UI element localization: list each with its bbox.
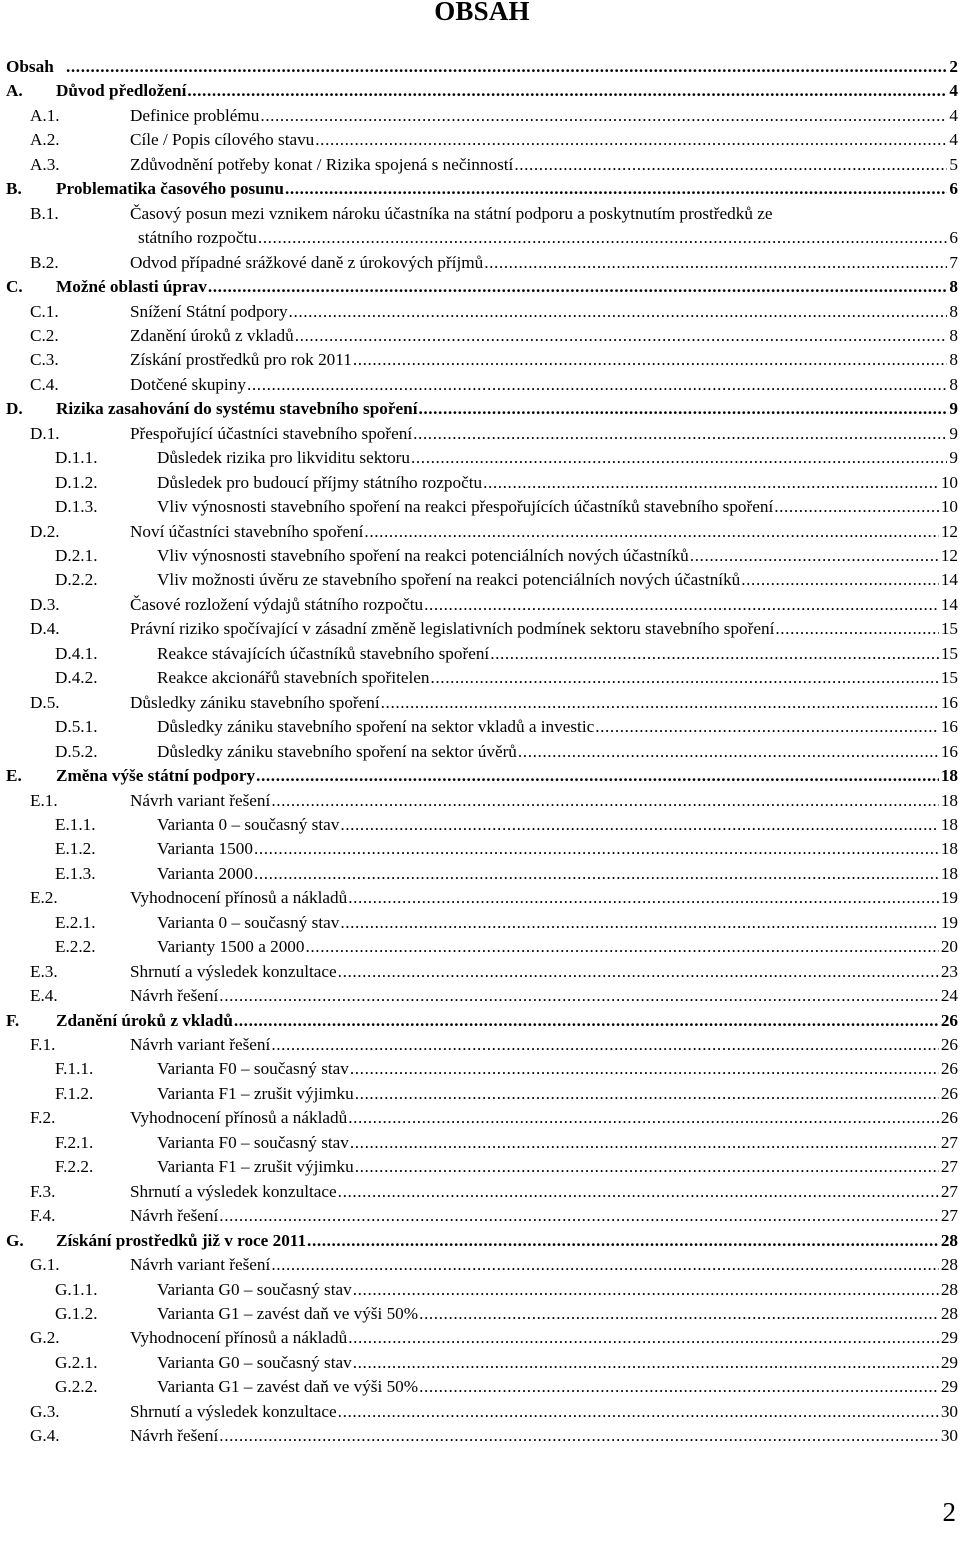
toc-leader-dots <box>340 911 938 935</box>
toc-entry-title: Důsledky zániku stavebního spoření na sektor vkladů a investic <box>157 717 595 737</box>
toc-entry-page: 6 <box>949 179 958 199</box>
toc-leader-dots <box>353 1278 939 1302</box>
toc-entry-title: Dotčené skupiny <box>130 374 246 394</box>
toc-entry-number: F. <box>6 1010 20 1030</box>
toc-entry-number: D.5.2. <box>55 741 98 761</box>
toc-entry-page: 29 <box>940 1328 958 1348</box>
toc-entry-page: 15 <box>940 643 958 663</box>
toc-leader-dots <box>350 1057 939 1081</box>
toc-leader-dots <box>595 715 939 739</box>
toc-entry-page: 12 <box>940 521 958 541</box>
toc-entry-number: F.2.1. <box>55 1132 94 1152</box>
toc-entry-page: 28 <box>940 1303 958 1323</box>
toc-entry-page: 26 <box>940 1108 958 1128</box>
toc-entry[interactable] <box>0 1057 960 1081</box>
toc-entry-page: 4 <box>949 105 958 125</box>
toc-leader-dots <box>258 226 948 250</box>
toc-entry-page: 27 <box>940 1206 958 1226</box>
toc-entry[interactable] <box>0 300 960 324</box>
toc-entry[interactable] <box>0 789 960 813</box>
toc-entry[interactable] <box>0 1326 960 1350</box>
toc-entry[interactable] <box>0 691 960 715</box>
toc-entry[interactable] <box>0 177 960 201</box>
toc-leader-dots <box>307 1229 939 1253</box>
toc-leader-dots <box>271 1253 939 1277</box>
toc-leader-dots <box>234 1009 939 1033</box>
toc-entry-title: Zdanění úroků z vkladů <box>130 325 294 345</box>
toc-entry-number: D.2.1. <box>55 546 98 565</box>
page-title: OBSAH <box>434 0 530 26</box>
toc-entry-number: G.2. <box>30 1328 60 1348</box>
toc-entry-title: Varianta G0 – současný stav <box>157 1279 352 1299</box>
toc-leader-dots <box>289 300 948 324</box>
toc-entry-title: Rizika zasahování do systému stavebního spoření <box>56 399 418 419</box>
toc-entry-number: E.2.1. <box>55 912 96 932</box>
toc-entry-number: F.4. <box>30 1206 56 1226</box>
toc-entry-number: A.3. <box>30 154 60 174</box>
toc-entry[interactable] <box>0 1351 960 1375</box>
toc-entry-page: 29 <box>940 1377 958 1397</box>
toc-entry-number: B. <box>6 179 22 199</box>
toc-entry-number: F.1.2. <box>55 1083 94 1103</box>
toc-leader-dots <box>315 128 947 152</box>
toc-entry[interactable] <box>0 324 960 348</box>
toc-entry[interactable] <box>0 666 960 690</box>
toc-entry[interactable] <box>0 348 960 372</box>
toc-entry-title: Návrh variant řešení <box>130 1255 271 1275</box>
toc-entry[interactable] <box>0 642 960 666</box>
toc-entry-number: F.1.1. <box>55 1059 94 1079</box>
toc-entry-title: Vliv výnosnosti stavebního spoření na reakci přespořujících účastníků stavebního spoření <box>157 497 774 517</box>
toc-entry-title: Problematika časového posunu <box>56 179 284 199</box>
toc-leader-dots <box>418 397 947 421</box>
toc-entry-number: B.2. <box>30 252 59 272</box>
toc-entry[interactable] <box>0 1204 960 1228</box>
toc-entry-title: Varianta F1 – zrušit výjimku <box>157 1157 354 1177</box>
toc-entry-number: D.5. <box>30 692 60 712</box>
toc-entry-number: C. <box>6 277 23 297</box>
toc-entry-page: 28 <box>940 1230 958 1250</box>
toc-entry-page: 18 <box>940 839 958 859</box>
toc-entry-title: Právní riziko spočívající v zásadní změně legislativních podmínek sektoru stavebního spoření <box>130 619 775 639</box>
toc-leader-dots <box>247 373 947 397</box>
toc-entry-number: C.4. <box>30 374 59 394</box>
toc-entry-number: E.1. <box>30 790 58 810</box>
toc-entry[interactable] <box>0 1375 960 1399</box>
toc-entry[interactable] <box>0 1253 960 1277</box>
toc-entry-page: 23 <box>940 961 958 981</box>
toc-leader-dots <box>208 275 948 299</box>
toc-leader-dots <box>490 642 939 666</box>
toc-entry-title: Varianta G1 – zavést daň ve výši 50% <box>157 1377 419 1397</box>
toc-leader-dots <box>338 1400 939 1424</box>
toc-entry[interactable] <box>0 471 960 495</box>
toc-entry-page: 29 <box>940 1352 958 1372</box>
toc-entry-title: Návrh řešení <box>130 1206 219 1226</box>
toc-entry[interactable] <box>0 911 960 935</box>
toc-entry-page: 26 <box>940 1059 958 1079</box>
toc-leader-dots <box>187 79 947 103</box>
toc-entry[interactable] <box>0 593 960 617</box>
toc-entry-page: 8 <box>949 374 958 394</box>
toc-leader-dots <box>338 1180 939 1204</box>
toc-leader-dots <box>381 691 939 715</box>
toc-entry[interactable] <box>0 275 960 299</box>
toc-entry-page: 18 <box>940 863 958 883</box>
toc-entry-title: Důsledky zániku stavebního spoření <box>130 692 380 712</box>
toc-entry-number: E.2.2. <box>55 937 96 957</box>
toc-entry[interactable] <box>0 373 960 397</box>
toc-entry-number: C.2. <box>30 325 59 345</box>
toc-entry-title: Varianta F1 – zrušit výjimku <box>157 1083 354 1103</box>
toc-entry-title: Varianta 2000 <box>157 863 253 883</box>
toc-entry-title: Shrnutí a výsledek konzultace <box>130 961 337 981</box>
toc-entry-number: D.1.2. <box>55 472 98 492</box>
toc-leader-dots <box>775 617 938 641</box>
toc-entry-page: 10 <box>940 472 958 492</box>
toc-leader-dots <box>419 1302 939 1326</box>
toc-entry-page: 8 <box>949 350 958 370</box>
page-number: 2 <box>942 1497 956 1527</box>
toc-entry-title: Důvod předložení <box>56 81 187 101</box>
toc-entry-title: Reakce stávajících účastníků stavebního spoření <box>157 643 490 663</box>
toc-entry-page: 15 <box>940 668 958 688</box>
toc-entry[interactable] <box>0 153 960 177</box>
toc-leader-dots <box>774 495 939 519</box>
toc-entry[interactable] <box>0 544 960 568</box>
toc-entry-page: 9 <box>949 399 958 419</box>
toc-leader-dots <box>219 984 939 1008</box>
toc-entry-title: Varianta 0 – současný stav <box>157 814 340 834</box>
toc-leader-dots <box>271 789 939 813</box>
toc-leader-dots <box>690 544 939 568</box>
toc-entry-title: Důsledky zániku stavebního spoření na sektor úvěrů <box>157 741 517 761</box>
toc-entry-title: Zdůvodnění potřeby konat / Rizika spojená s nečinností <box>130 154 514 174</box>
toc-entry-number: E.3. <box>30 961 58 981</box>
toc-entry-page: 12 <box>940 546 958 565</box>
toc-entry-number: D.1.3. <box>55 497 98 517</box>
toc-entry-number: Obsah <box>6 57 54 76</box>
toc-entry-title: státního rozpočtu <box>138 228 257 248</box>
toc-leader-dots <box>413 422 947 446</box>
toc-entry-number: D.5.1. <box>55 717 98 737</box>
toc-entry-number: D.2. <box>30 521 60 541</box>
toc-entry-page: 7 <box>949 252 958 272</box>
toc-leader-dots <box>348 1106 939 1130</box>
toc-entry-page: 6 <box>949 228 958 248</box>
toc-entry-page: 24 <box>940 986 958 1006</box>
toc-entry-page: 28 <box>940 1255 958 1275</box>
toc-entry-page: 18 <box>940 814 958 834</box>
toc-leader-dots <box>431 666 939 690</box>
toc-entry-page: 18 <box>940 766 958 786</box>
toc-leader-dots <box>271 1033 939 1057</box>
toc-entry-number: D.3. <box>30 594 60 614</box>
toc-entry[interactable] <box>0 1106 960 1130</box>
toc-entry-page: 27 <box>940 1157 958 1177</box>
toc-entry-title: Reakce akcionářů stavebních spořitelen <box>157 668 430 688</box>
toc-entry-number: E.4. <box>30 986 58 1006</box>
toc-entry-number: F.3. <box>30 1181 56 1201</box>
toc-entry-number: C.3. <box>30 350 59 370</box>
toc-entry-title: Varianty 1500 a 2000 <box>157 937 305 957</box>
toc-entry[interactable] <box>0 1302 960 1326</box>
toc-entry-title: Vyhodnocení přínosů a nákladů <box>130 1328 348 1348</box>
toc-entry-title: Varianta 1500 <box>157 839 253 859</box>
toc-entry-page: 20 <box>940 937 958 957</box>
toc-leader-dots <box>419 1375 939 1399</box>
toc-entry-page: 19 <box>940 888 958 908</box>
toc-entry-page: 16 <box>940 692 958 712</box>
toc-entry-title: Varianta 0 – současný stav <box>157 912 340 932</box>
toc-entry[interactable] <box>0 764 960 788</box>
toc-entry-page: 14 <box>940 594 958 614</box>
toc-entry-page: 8 <box>949 301 958 321</box>
toc-leader-dots <box>66 55 947 79</box>
toc-entry[interactable] <box>0 1155 960 1179</box>
toc-entry[interactable] <box>0 446 960 470</box>
toc-entry-page: 16 <box>940 717 958 737</box>
toc-entry-number: C.1. <box>30 301 59 321</box>
toc-entry-title: Přespořující účastníci stavebního spoření <box>130 423 413 443</box>
toc-entry-title: Definice problému <box>130 105 260 125</box>
toc-entry-title: Varianta F0 – současný stav <box>157 1059 349 1079</box>
toc-leader-dots <box>254 862 939 886</box>
toc-entry[interactable] <box>0 984 960 1008</box>
toc-entry-title: Snížení Státní podpory <box>130 301 288 321</box>
toc-entry[interactable] <box>0 935 960 959</box>
toc-entry-number: E.1.2. <box>55 839 96 859</box>
toc-entry-page: 26 <box>940 1035 958 1054</box>
toc-entry-page: 28 <box>940 1279 958 1299</box>
toc-entry[interactable] <box>0 128 960 152</box>
toc-leader-dots <box>285 177 947 201</box>
toc-entry-number: G.2.1. <box>55 1352 98 1372</box>
toc-entry-title: Změna výše státní podpory <box>56 766 256 786</box>
toc-leader-dots <box>254 837 939 861</box>
toc-entry-page: 30 <box>940 1426 958 1446</box>
toc-entry-number: E. <box>6 766 22 786</box>
toc-entry[interactable] <box>0 1131 960 1155</box>
toc-entry-title: Varianta G1 – zavést daň ve výši 50% <box>157 1303 419 1323</box>
toc-entry[interactable] <box>0 202 960 226</box>
toc-entry-page: 26 <box>940 1010 958 1030</box>
toc-entry-title: Vliv výnosnosti stavebního spoření na reakci potenciálních nových účastníků <box>157 546 689 565</box>
toc-entry-title: Možné oblasti úprav <box>56 277 207 297</box>
toc-entry[interactable] <box>0 104 960 128</box>
toc-entry[interactable] <box>0 862 960 886</box>
toc-entry[interactable] <box>0 813 960 837</box>
toc-entry-title: Časový posun mezi vznikem nároku účastníka na státní podporu a poskytnutím prostředků ze <box>130 203 773 223</box>
toc-leader-dots <box>355 1082 939 1106</box>
toc-entry-title: Varianta G0 – současný stav <box>157 1352 352 1372</box>
toc-entry[interactable] <box>0 397 960 421</box>
toc-entry-page: 26 <box>940 1083 958 1103</box>
toc-entry-title: Návrh variant řešení <box>130 1035 271 1054</box>
toc-entry-page: 4 <box>949 81 958 101</box>
toc-entry-number: F.2.2. <box>55 1157 94 1177</box>
toc-entry[interactable] <box>0 1082 960 1106</box>
toc-entry-page: 10 <box>940 497 958 517</box>
toc-entry[interactable] <box>0 1229 960 1253</box>
toc-leader-dots <box>350 1131 939 1155</box>
toc-entry-number: G. <box>6 1230 24 1250</box>
toc-entry-number: G.1.1. <box>55 1279 98 1299</box>
toc-entry[interactable] <box>0 837 960 861</box>
toc-entry[interactable] <box>0 886 960 910</box>
toc-entry[interactable] <box>0 617 960 641</box>
toc-entry[interactable] <box>0 422 960 446</box>
toc-leader-dots <box>514 153 947 177</box>
toc-entry[interactable] <box>0 960 960 984</box>
toc-entry-number: A.1. <box>30 105 60 125</box>
toc-entry[interactable] <box>0 1278 960 1302</box>
toc-entry-title: Časové rozložení výdajů státního rozpočtu <box>130 594 424 614</box>
toc-entry-number: B.1. <box>30 203 59 223</box>
toc-leader-dots <box>348 1326 939 1350</box>
toc-entry[interactable] <box>0 495 960 519</box>
toc-entry-title: Vliv možnosti úvěru ze stavebního spoření na reakci potenciálních nových účastníků <box>157 570 741 590</box>
toc-entry-title: Vyhodnocení přínosů a nákladů <box>130 888 348 908</box>
toc-entry-page: 15 <box>940 619 958 639</box>
toc-entry[interactable] <box>0 568 960 592</box>
toc-entry[interactable] <box>0 1424 960 1448</box>
toc-leader-dots <box>483 471 939 495</box>
toc-entry-title: Cíle / Popis cílového stavu <box>130 130 315 150</box>
toc-entry-title: Návrh řešení <box>130 1426 219 1446</box>
toc-entry-page: 19 <box>940 912 958 932</box>
toc-entry-page: 8 <box>949 325 958 345</box>
toc-entry-number: F.1. <box>30 1035 56 1054</box>
toc-leader-dots <box>355 1155 939 1179</box>
toc-leader-dots <box>256 764 939 788</box>
toc-entry-number: D.4.2. <box>55 668 98 688</box>
toc-entry[interactable] <box>0 1009 960 1033</box>
toc-entry-title: Návrh řešení <box>130 986 219 1006</box>
toc-entry-page: 8 <box>949 277 958 297</box>
toc-entry-page: 9 <box>949 423 958 443</box>
toc-entry-number: E.2. <box>30 888 58 908</box>
toc-entry-page: 2 <box>949 57 958 76</box>
toc-entry-page: 16 <box>940 741 958 761</box>
toc-leader-dots <box>260 104 947 128</box>
toc-entry-number: A.2. <box>30 130 60 150</box>
toc-leader-dots <box>348 886 939 910</box>
toc-leader-dots <box>741 568 939 592</box>
toc-entry-number: D. <box>6 399 23 419</box>
toc-leader-dots <box>424 593 939 617</box>
toc-entry-number: D.2.2. <box>55 570 98 590</box>
toc-entry-page: 27 <box>940 1132 958 1152</box>
toc-entry[interactable] <box>0 79 960 103</box>
toc-entry-page: 4 <box>949 130 958 150</box>
toc-leader-dots <box>353 348 948 372</box>
toc-entry[interactable] <box>0 226 960 250</box>
toc-entry-number: E.1.1. <box>55 814 96 834</box>
toc-entry-title: Odvod případné srážkové daně z úrokových příjmů <box>130 252 484 272</box>
toc-entry-number: G.3. <box>30 1401 60 1421</box>
toc-entry[interactable] <box>0 1033 960 1057</box>
toc-leader-dots <box>340 813 938 837</box>
toc-leader-dots <box>518 740 939 764</box>
toc-leader-dots <box>295 324 948 348</box>
toc-entry-number: G.2.2. <box>55 1377 98 1397</box>
toc-entry[interactable] <box>0 715 960 739</box>
toc-leader-dots <box>306 935 939 959</box>
toc-entry-number: D.1.1. <box>55 448 98 468</box>
toc-entry-number: F.2. <box>30 1108 56 1128</box>
toc-entry[interactable] <box>0 740 960 764</box>
toc-entry-title: Shrnutí a výsledek konzultace <box>130 1181 337 1201</box>
toc-entry-title: Varianta F0 – současný stav <box>157 1132 349 1152</box>
toc-entry[interactable] <box>0 1400 960 1424</box>
toc-entry-number: G.1.2. <box>55 1303 98 1323</box>
toc-entry-page: 18 <box>940 790 958 810</box>
toc-leader-dots <box>353 1351 939 1375</box>
toc-entry-number: G.1. <box>30 1255 60 1275</box>
toc-entry-title: Shrnutí a výsledek konzultace <box>130 1401 337 1421</box>
toc-entry-page: 9 <box>949 448 958 468</box>
toc-entry[interactable] <box>0 251 960 275</box>
toc-entry[interactable] <box>0 1180 960 1204</box>
toc-leader-dots <box>219 1204 939 1228</box>
toc-entry-page: 27 <box>940 1181 958 1201</box>
toc-entry-title: Důsledek pro budoucí příjmy státního rozpočtu <box>157 472 483 492</box>
toc-entry-number: A. <box>6 81 23 101</box>
toc-entry-title: Vyhodnocení přínosů a nákladů <box>130 1108 348 1128</box>
toc-leader-dots <box>411 446 947 470</box>
toc-entry-number: D.4. <box>30 619 60 639</box>
toc-entry-number: D.4.1. <box>55 643 98 663</box>
toc-leader-dots <box>484 251 947 275</box>
toc-entry-page: 14 <box>940 570 958 590</box>
toc-entry-title: Důsledek rizika pro likviditu sektoru <box>157 448 410 468</box>
toc-entry-number: D.1. <box>30 423 60 443</box>
toc-entry-page: 30 <box>940 1401 958 1421</box>
toc-entry-number: E.1.3. <box>55 863 96 883</box>
toc-entry-title: Získání prostředků již v roce 2011 <box>56 1230 307 1250</box>
toc-leader-dots <box>364 520 938 544</box>
toc-leader-dots <box>219 1424 939 1448</box>
toc-leader-dots <box>338 960 939 984</box>
toc-entry-title: Návrh variant řešení <box>130 790 271 810</box>
toc-entry-page: 5 <box>949 154 958 174</box>
toc-entry-title: Získání prostředků pro rok 2011 <box>130 350 352 370</box>
toc-entry-title: Noví účastníci stavebního spoření <box>130 521 364 541</box>
toc-entry-title: Zdanění úroků z vkladů <box>56 1010 233 1030</box>
toc-entry[interactable] <box>0 55 960 79</box>
toc-entry-number: G.4. <box>30 1426 60 1446</box>
toc-entry[interactable] <box>0 520 960 544</box>
